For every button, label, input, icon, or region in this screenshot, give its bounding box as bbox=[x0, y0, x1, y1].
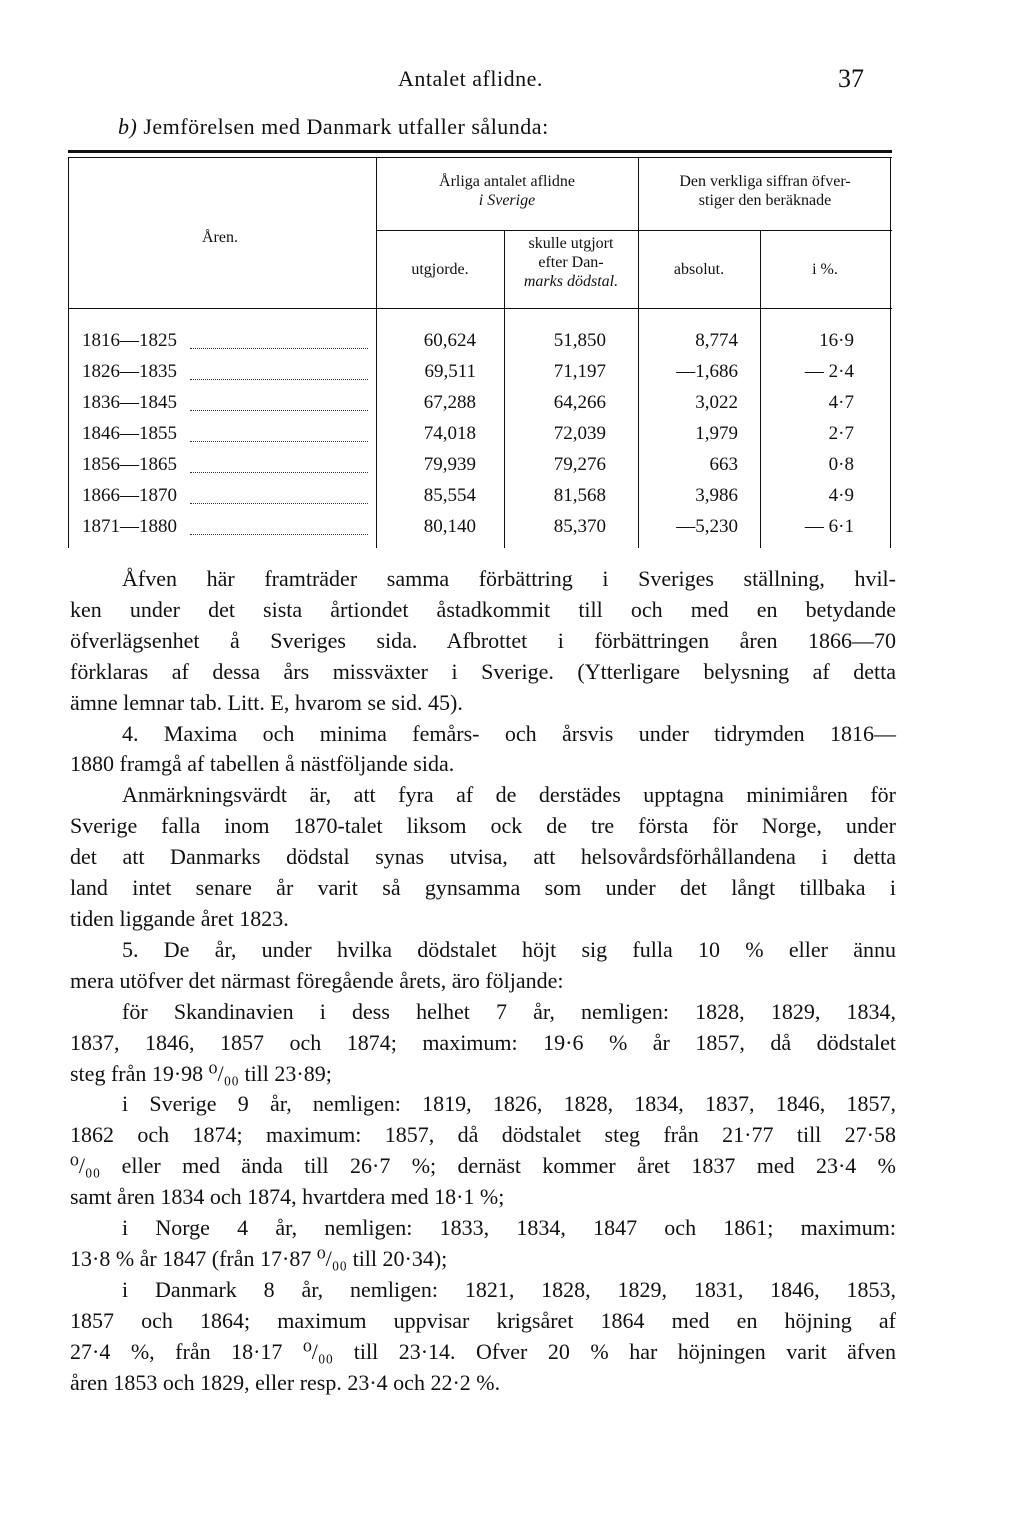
text-line: i Sverige 9 år, nemligen: 1819, 1826, 1828, 1834, 1837, 1846, 1857, bbox=[122, 1091, 896, 1117]
section-letter: b) bbox=[118, 114, 138, 139]
group-header-sverige bbox=[376, 172, 638, 210]
text-line: land intet senare år varit så gynsamma som under det långt tillbaka i bbox=[70, 875, 896, 901]
row-utgjorde: 85,554 bbox=[423, 485, 476, 506]
row-skulle: 51,850 bbox=[553, 330, 606, 351]
running-head: Antalet aflidne. bbox=[398, 66, 543, 91]
text-line: 27·4 %, från 18·17 ⁰/₀₀ till 23·14. Ofver 20 % har höjningen varit äfven bbox=[70, 1338, 896, 1364]
group-header-difference bbox=[638, 172, 892, 210]
text-line: 1880 framgå af tabellen å nästföljande sida. bbox=[70, 751, 455, 777]
leader-dots bbox=[190, 532, 368, 535]
row-years: 1816—1825 bbox=[82, 330, 177, 351]
col-header-absolut: absolut. bbox=[673, 261, 725, 278]
row-skulle: 71,197 bbox=[553, 361, 606, 382]
row-utgjorde: 74,018 bbox=[423, 423, 476, 444]
text-line: ken under det sista årtiondet åstadkommit till och med en betydande bbox=[70, 596, 896, 622]
text-line: 5. De år, under hvilka dödstalet höjt sig fulla 10 % eller ännu bbox=[122, 936, 896, 962]
leader-dots bbox=[190, 408, 368, 411]
row-years: 1846—1855 bbox=[82, 423, 177, 444]
group-header-sverige-line2: i Sverige bbox=[478, 192, 536, 209]
text-line: åren 1853 och 1829, eller resp. 23·4 och 22·2 %. bbox=[70, 1369, 501, 1395]
subheader-rule bbox=[376, 230, 892, 231]
row-procent: — 2·4 bbox=[804, 361, 854, 382]
row-skulle: 81,568 bbox=[553, 485, 606, 506]
col-header-skulle-line1: skulle utgjort bbox=[528, 235, 614, 252]
row-procent: 4·7 bbox=[828, 392, 854, 413]
row-years: 1871—1880 bbox=[82, 516, 177, 537]
col-header-years: Åren. bbox=[202, 229, 238, 246]
col-header-skulle-line2: efter Dan- bbox=[538, 254, 604, 271]
row-utgjorde: 60,624 bbox=[423, 330, 476, 351]
row-utgjorde: 67,288 bbox=[423, 392, 476, 413]
text-line: i Norge 4 år, nemligen: 1833, 1834, 1847 och 1861; maximum: bbox=[122, 1215, 896, 1241]
text-line: ⁰/₀₀ eller med ända till 26·7 %; dernäst kommer året 1837 med 23·4 % bbox=[70, 1153, 896, 1179]
row-years: 1836—1845 bbox=[82, 392, 177, 413]
left-border bbox=[68, 158, 69, 548]
text-line: 1857 och 1864; maximum uppvisar krigsåret 1864 med en höjning af bbox=[70, 1307, 896, 1333]
row-absolut: 663 bbox=[709, 454, 738, 475]
intro-text: Jemförelsen med Danmark utfaller sålunda: bbox=[143, 114, 549, 139]
text-line: 13·8 % år 1847 (från 17·87 ⁰/₀₀ till 20·34); bbox=[70, 1245, 448, 1271]
row-utgjorde: 80,140 bbox=[423, 516, 476, 537]
leader-dots bbox=[190, 470, 368, 473]
header-bottom-rule bbox=[68, 308, 892, 309]
row-absolut: —5,230 bbox=[676, 516, 738, 537]
group-header-diff-line1: Den verkliga siffran öfver- bbox=[679, 173, 851, 190]
row-absolut: 8,774 bbox=[695, 330, 738, 351]
leader-dots bbox=[190, 377, 368, 380]
text-line: Sverige falla inom 1870-talet liksom ock de tre första för Norge, under bbox=[70, 813, 896, 839]
table-intro bbox=[118, 114, 549, 140]
row-years: 1826—1835 bbox=[82, 361, 177, 382]
row-absolut: 3,022 bbox=[695, 392, 738, 413]
row-skulle: 64,266 bbox=[553, 392, 606, 413]
text-line: öfverlägsenhet å Sveriges sida. Afbrottet i förbättringen åren 1866—70 bbox=[70, 627, 896, 653]
text-line: förklaras af dessa års missväxter i Sverige. (Ytterligare belysning af detta bbox=[70, 658, 896, 684]
comparison-table bbox=[60, 150, 892, 550]
row-procent: — 6·1 bbox=[804, 516, 854, 537]
body-text bbox=[70, 564, 896, 1398]
row-absolut: 1,979 bbox=[695, 423, 738, 444]
row-skulle: 85,370 bbox=[553, 516, 606, 537]
text-line: ämne lemnar tab. Litt. E, hvarom se sid. 45). bbox=[70, 689, 463, 715]
leader-dots bbox=[190, 346, 368, 349]
group-header-diff-line2: stiger den beräknade bbox=[698, 192, 832, 209]
text-line: 1837, 1846, 1857 och 1874; maximum: 19·6 % år 1857, då dödstalet bbox=[70, 1029, 896, 1055]
leader-dots bbox=[190, 439, 368, 442]
text-line: mera utöfver det närmast föregående årets, äro följande: bbox=[70, 967, 564, 993]
text-line: tiden liggande året 1823. bbox=[70, 905, 289, 931]
row-skulle: 79,276 bbox=[553, 454, 606, 475]
text-line: Anmärkningsvärdt är, att fyra af de derstädes upptagna minimiåren för bbox=[122, 782, 896, 808]
row-procent: 2·7 bbox=[828, 423, 854, 444]
leader-dots bbox=[190, 501, 368, 504]
col-header-utgjorde: utgjorde. bbox=[411, 261, 469, 278]
group-header-sverige-line1: Årliga antalet aflidne bbox=[439, 173, 575, 190]
text-line: för Skandinavien i dess helhet 7 år, nemligen: 1828, 1829, 1834, bbox=[122, 998, 896, 1024]
row-absolut: —1,686 bbox=[676, 361, 738, 382]
text-line: det att Danmarks dödstal synas utvisa, att helsovårdsförhållandena i detta bbox=[70, 844, 896, 870]
table-top-rule-thin bbox=[68, 157, 892, 158]
text-line: steg från 19·98 ⁰/₀₀ till 23·89; bbox=[70, 1060, 332, 1086]
page-number: 37 bbox=[838, 64, 864, 93]
text-line: 1862 och 1874; maximum: 1857, då dödstalet steg från 21·77 till 27·58 bbox=[70, 1122, 896, 1148]
row-years: 1856—1865 bbox=[82, 454, 177, 475]
col-header-skulle bbox=[504, 234, 638, 291]
row-years: 1866—1870 bbox=[82, 485, 177, 506]
row-procent: 0·8 bbox=[828, 454, 854, 475]
row-utgjorde: 69,511 bbox=[424, 361, 476, 382]
col-header-procent: i %. bbox=[812, 261, 838, 278]
table-top-rule bbox=[68, 150, 892, 153]
row-procent: 4·9 bbox=[828, 485, 854, 506]
text-line: 4. Maxima och minima femårs- och årsvis under tidrymden 1816— bbox=[122, 720, 896, 746]
text-line: Åfven här framträder samma förbättring i Sveriges ställning, hvil- bbox=[122, 566, 896, 591]
col-header-skulle-line3: marks dödstal. bbox=[523, 273, 619, 290]
right-border bbox=[890, 158, 891, 548]
row-utgjorde: 79,939 bbox=[423, 454, 476, 475]
text-line: samt åren 1834 och 1874, hvartdera med 18·1 %; bbox=[70, 1184, 505, 1210]
row-absolut: 3,986 bbox=[695, 485, 738, 506]
row-procent: 16·9 bbox=[819, 330, 854, 351]
text-line: i Danmark 8 år, nemligen: 1821, 1828, 1829, 1831, 1846, 1853, bbox=[122, 1276, 896, 1302]
row-skulle: 72,039 bbox=[553, 423, 606, 444]
